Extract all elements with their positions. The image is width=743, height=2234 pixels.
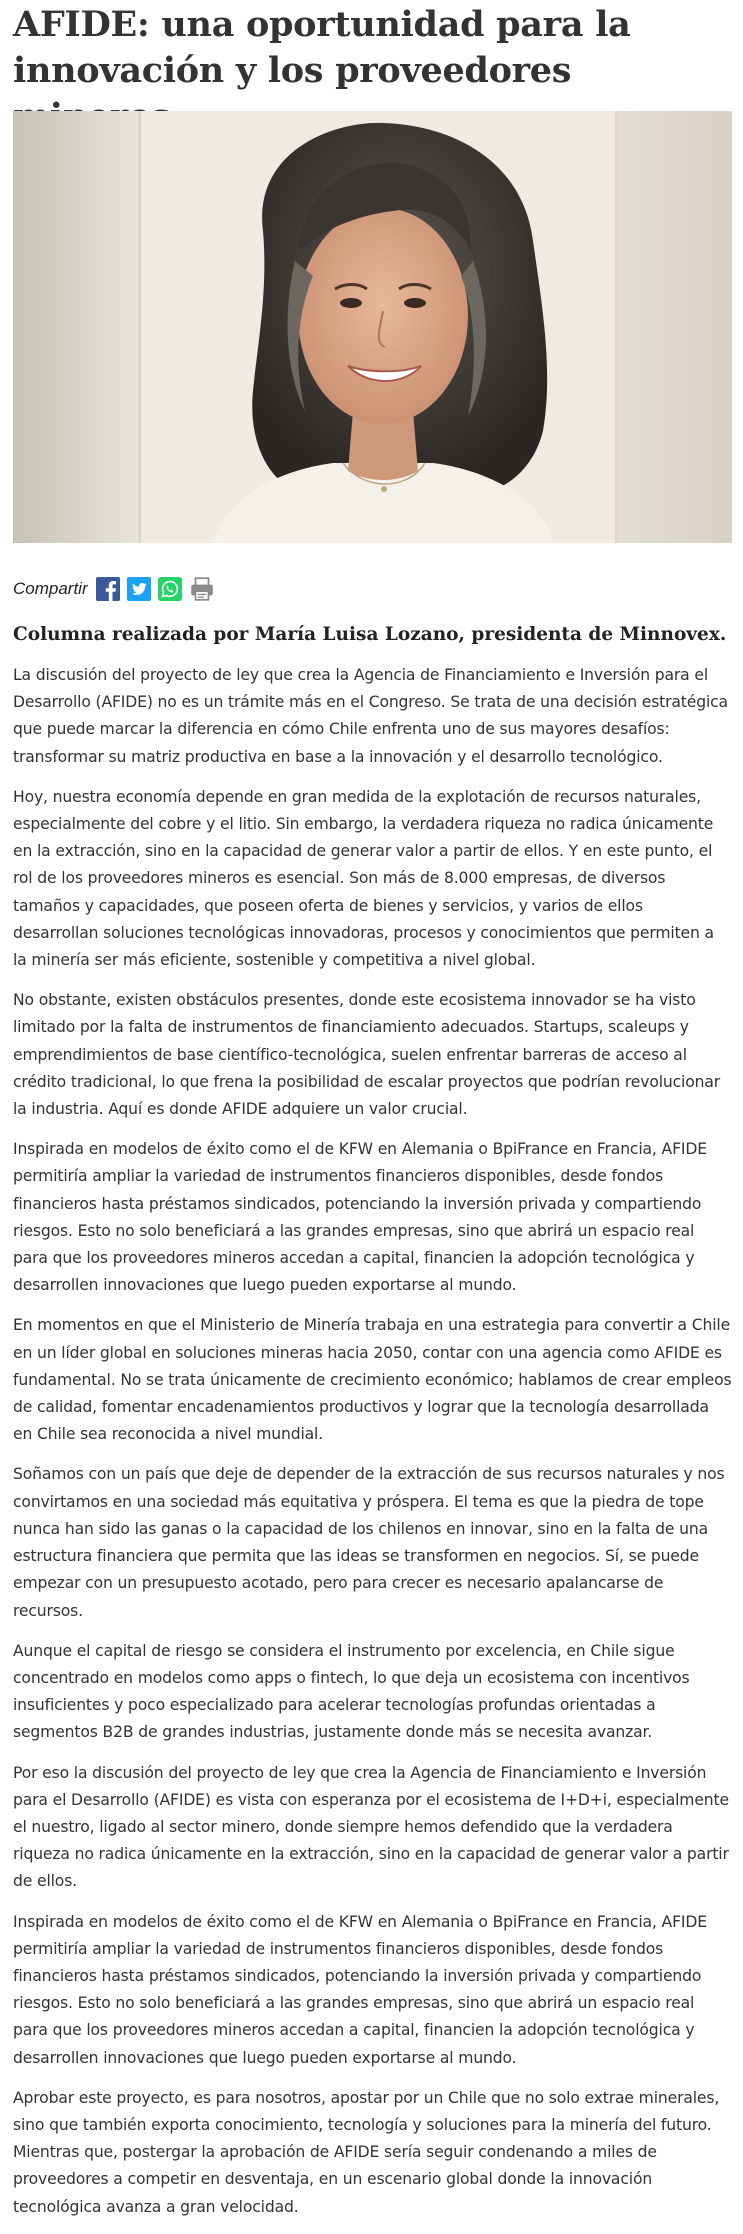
article-paragraph: La discusión del proyecto de ley que crea la Agencia de Financiamiento e Inversión para el Desarrollo (AFIDE) no es un trámite más en el Congreso. Se trata de una decisión estratégica que puede marcar la diferencia en cómo Chile enfrenta uno de sus mayores desafíos: transformar su matriz productiva en base a la innovación y el desarrollo tecnológico.	[13, 666, 728, 766]
share-label: Compartir	[13, 579, 88, 598]
print-icon[interactable]	[189, 576, 215, 602]
hero-photo	[13, 111, 732, 543]
article-paragraph: Aprobar este proyecto, es para nosotros, apostar por un Chile que no solo extrae minerales, sino que también exporta conocimiento, tecnología y soluciones para la minería del futuro. Mientras que, postergar la aprobación de AFIDE sería seguir condenando a miles de proveedores a competir en desventaja, en un escenario global donde la innovación tecnológica avanza a gran velocidad.	[13, 2088, 720, 2216]
article-paragraph: Soñamos con un país que deje de depender de la extracción de sus recursos naturales y nos convirtamos en una sociedad más equitativa y próspera. El tema es que la piedra de tope nunca han sido las ganas o la capacidad de los chilenos en innovar, sino en la falta de una estructura financiera que permita que las ideas se transformen en negocios. Sí, se puede empezar con un presupuesto acotado, pero para crecer es necesario apalancarse de recursos.	[13, 1465, 725, 1620]
article-paragraph: En momentos en que el Ministerio de Minería trabaja en una estrategia para convertir a Chile en un líder global en soluciones mineras hacia 2050, contar con una agencia como AFIDE es fundamental. No se trata únicamente de crecimiento económico; hablamos de crear empleos de calidad, fomentar encadenamientos productivos y lograr que la tecnología desarrollada en Chile sea reconocida a nivel mundial.	[13, 1316, 732, 1444]
facebook-icon[interactable]	[96, 577, 120, 601]
article-paragraph: Por eso la discusión del proyecto de ley que crea la Agencia de Financiamiento e Inversión para el Desarrollo (AFIDE) es vista con esperanza por el ecosistema de I+D+i, especialmente el nuestro, ligado al sector minero, donde siempre hemos defendido que la verdadera riqueza no radica únicamente en la extracción, sino en la capacidad de generar valor a partir de ellos.	[13, 1763, 729, 1891]
article-byline: Columna realizada por María Luisa Lozano, presidenta de Minnovex.	[13, 624, 727, 645]
article-paragraph: Inspirada en modelos de éxito como el de KFW en Alemania o BpiFrance en Francia, AFIDE permitiría ampliar la variedad de instrumentos financieros disponibles, desde fondos financieros hasta préstamos sindicados, potenciando la inversión privada y compartiendo riesgos. Esto no solo beneficiará a las grandes empresas, sino que abrirá un espacio real para que los proveedores mineros accedan a capital, financien la adopción tecnológica y desarrollen innovaciones que luego pueden exportarse al mundo.	[13, 1140, 707, 1295]
article-paragraph: Inspirada en modelos de éxito como el de KFW en Alemania o BpiFrance en Francia, AFIDE permitiría ampliar la variedad de instrumentos financieros disponibles, desde fondos financieros hasta préstamos sindicados, potenciando la inversión privada y compartiendo riesgos. Esto no solo beneficiará a las grandes empresas, sino que abrirá un espacio real para que los proveedores mineros accedan a capital, financien la adopción tecnológica y desarrollen innovaciones que luego pueden exportarse al mundo.	[13, 1912, 707, 2067]
article-title: AFIDE: una oportunidad para la innovación y los proveedores	[13, 4, 631, 91]
article-paragraph: No obstante, existen obstáculos presentes, donde este ecosistema innovador se ha visto limitado por la falta de instrumentos de financiamiento adecuados. Startups, scaleups y emprendimientos de base científico-tecnológica, suelen enfrentar barreras de acceso al crédito tradicional, lo que frena la posibilidad de escalar proyectos que podrían revolucionar la industria. Aquí es donde AFIDE adquiere un valor crucial.	[13, 991, 721, 1119]
portrait-illustration	[13, 111, 732, 543]
article	[13, 0, 732, 2216]
whatsapp-icon[interactable]	[158, 577, 182, 601]
twitter-icon[interactable]	[127, 577, 151, 601]
article-paragraph: Hoy, nuestra economía depende en gran medida de la explotación de recursos naturales, especialmente del cobre y el litio. Sin embargo, la verdadera riqueza no radica únicamente en la extracción, sino en la capacidad de generar valor a partir de ellos. Y en este punto, el rol de los proveedores mineros es esencial. Son más de 8.000 empresas, de diversos tamaños y capacidades, que poseen oferta de bienes y servicios, y varios de ellos desarrollan soluciones tecnológicas innovadoras, procesos y conocimientos que permiten a la minería ser más eficiente, sostenible y competitiva a nivel global.	[13, 787, 714, 970]
share-bar	[13, 574, 222, 604]
article-body	[13, 662, 732, 2234]
article-paragraph: Aunque el capital de riesgo se considera el instrumento por excelencia, en Chile sigue concentrado en modelos como apps o fintech, lo que deja un ecosistema con incentivos insuficientes y poco especializado para acelerar tecnologías profundas orientadas a segmentos B2B de grandes industrias, justamente donde más se necesita avanzar.	[13, 1641, 690, 1742]
